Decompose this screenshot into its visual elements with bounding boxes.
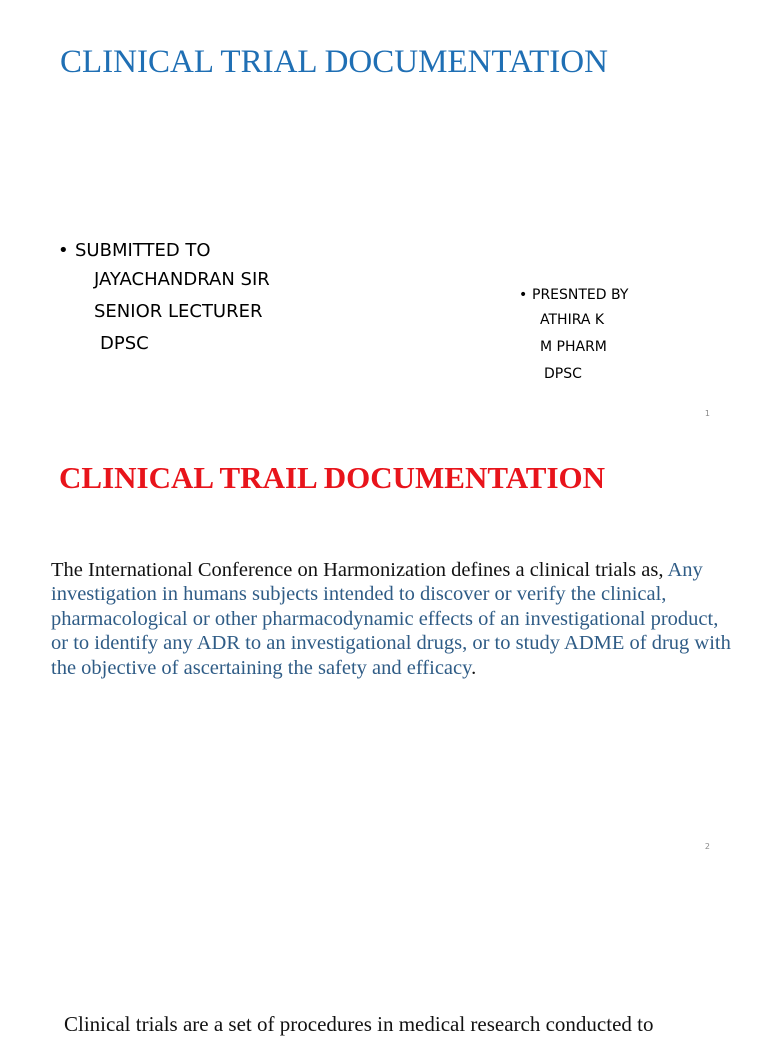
submitted-to-block [58,240,270,360]
definition-paragraph [51,558,731,680]
submitted-to-name: JAYACHANDRAN SIR [94,269,270,290]
page-number: 1 [704,409,710,418]
slide-2-title: CLINICAL TRAIL DOCUMENTATION [59,460,606,495]
slide-1-title: CLINICAL TRIAL DOCUMENTATION [60,44,608,80]
slide-1 [0,0,768,432]
submitted-to-institution: DPSC [100,333,149,354]
presenter-institution: DPSC [544,366,582,382]
definition-text: Any investigation in humans subjects intended to discover or verify the clinical, pharmacological or other pharmacodynamic effects of an investigational product, or to identify any ADR to an investigational drugs, or to study ADME of drug with the objective of ascertaining the safety and efficacy [51,559,731,679]
bullet-icon: • [519,287,528,303]
page-number: 2 [704,842,710,851]
presenter-course: M PHARM [540,339,607,355]
presented-by-heading: PRESNTED BY [532,287,629,303]
definition-intro: The International Conference on Harmonization defines a clinical trials as, [51,559,668,581]
slide-3 [0,864,768,1036]
bullet-icon: • [58,240,69,261]
slide-3-body: Clinical trials are a set of procedures in medical research conducted to [64,1012,654,1036]
submitted-to-heading: SUBMITTED TO [75,240,211,261]
presented-by-bullet [519,287,628,307]
submitted-to-designation: SENIOR LECTURER [94,301,263,322]
definition-end: . [471,656,477,679]
presented-by-block [519,287,628,388]
slide-2 [0,432,768,864]
submitted-to-bullet [58,240,270,264]
presenter-name: ATHIRA K [540,312,605,328]
